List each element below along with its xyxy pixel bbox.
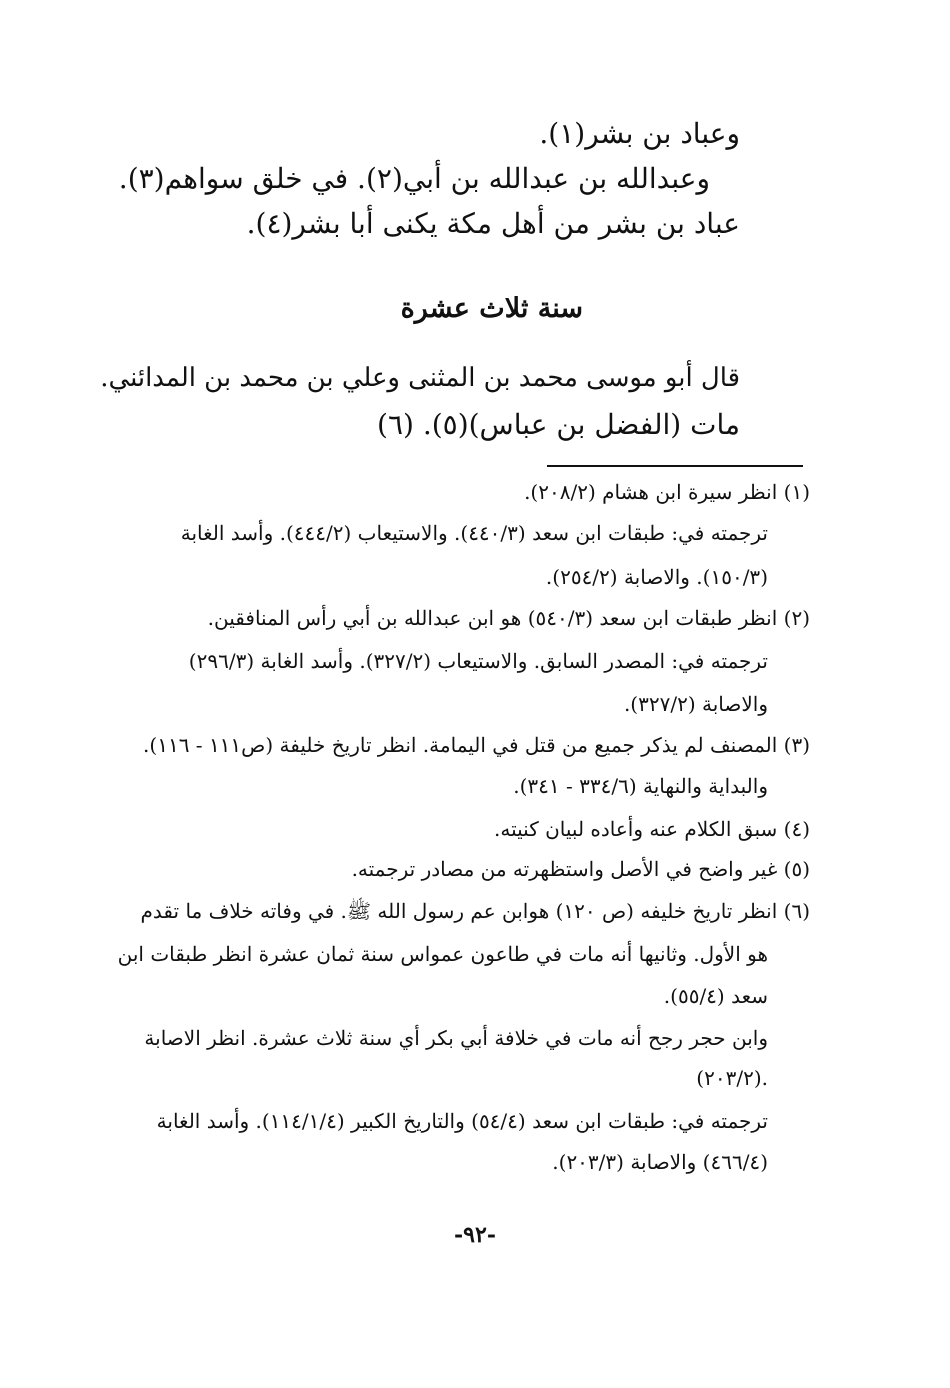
footnote-line: (٢) انظر طبقات ابن سعد (٥٤٠/٣) هو ابن عبدالله بن أبي رأس المنافقين. — [207, 606, 810, 630]
footnote-line: سعد (٥٥/٤). — [663, 984, 768, 1008]
footnote-line: (١٥٠/٣). والاصابة (٢٥٤/٢). — [545, 565, 768, 589]
footnote-line: (٤) سبق الكلام عنه وأعاده لبيان كنيته. — [494, 817, 810, 841]
footnote-line: (٥) غير واضح في الأصل واستظهرته من مصادر ترجمته. — [351, 857, 810, 881]
footnote-line: ترجمته في: المصدر السابق. والاستيعاب (٣٢٧/٢). وأسد الغابة (٢٩٦/٣) — [188, 649, 768, 673]
page-number: -٩٢- — [454, 1222, 496, 1248]
main-line-2: وعبدالله بن عبدالله بن أبي(٢). في خلق سواهم(٣). — [118, 162, 710, 195]
footnote-line: (٤٦٦/٤) والاصابة (٢٠٣/٣). — [552, 1150, 768, 1174]
footnote-line: هو الأول. وثانيها أنه مات في طاعون عمواس سنة ثمان عشرة انظر طبقات ابن — [117, 942, 768, 966]
footnote-line: والبداية والنهاية (٣٣٤/٦ - ٣٤١). — [513, 774, 768, 798]
footnote-line: ترجمته في: طبقات ابن سعد (٥٤/٤) والتاريخ الكبير (١١٤/١/٤). وأسد الغابة — [156, 1109, 768, 1133]
footnote-line: (٣) المصنف لم يذكر جميع من قتل في اليمامة. انظر تاريخ خليفة (ص١١١ - ١١٦). — [143, 733, 810, 757]
main-line-4: قال أبو موسى محمد بن المثنى وعلي بن محمد بن المدائني. — [100, 363, 740, 393]
footnote-line: (٦) انظر تاريخ خليفه (ص ١٢٠) هوابن عم رسول الله ﷺ. في وفاته خلاف ما تقدم — [140, 899, 810, 923]
footnote-line: (١) انظر سيرة ابن هشام (٢٠٨/٢). — [524, 480, 810, 504]
footnote-line: (٢٠٣/٢). — [696, 1066, 768, 1090]
footnote-separator — [547, 465, 803, 467]
main-line-3: عباد بن بشر من أهل مكة يكنى أبا بشر(٤). — [246, 207, 740, 240]
footnote-line: والاصابة (٣٢٧/٢). — [623, 692, 768, 716]
main-line-5: مات (الفضل بن عباس)(٥). (٦) — [377, 408, 740, 441]
footnote-line: ترجمته في: طبقات ابن سعد (٤٤٠/٣). والاستيعاب (٤٤٤/٢). وأسد الغابة — [180, 521, 768, 545]
footnote-line: وابن حجر رجح أنه مات في خلافة أبي بكر أي سنة ثلاث عشرة. انظر الاصابة — [144, 1026, 768, 1050]
main-line-1: وعباد بن بشر(١). — [539, 117, 740, 150]
section-heading: سنة ثلاث عشرة — [400, 293, 583, 324]
